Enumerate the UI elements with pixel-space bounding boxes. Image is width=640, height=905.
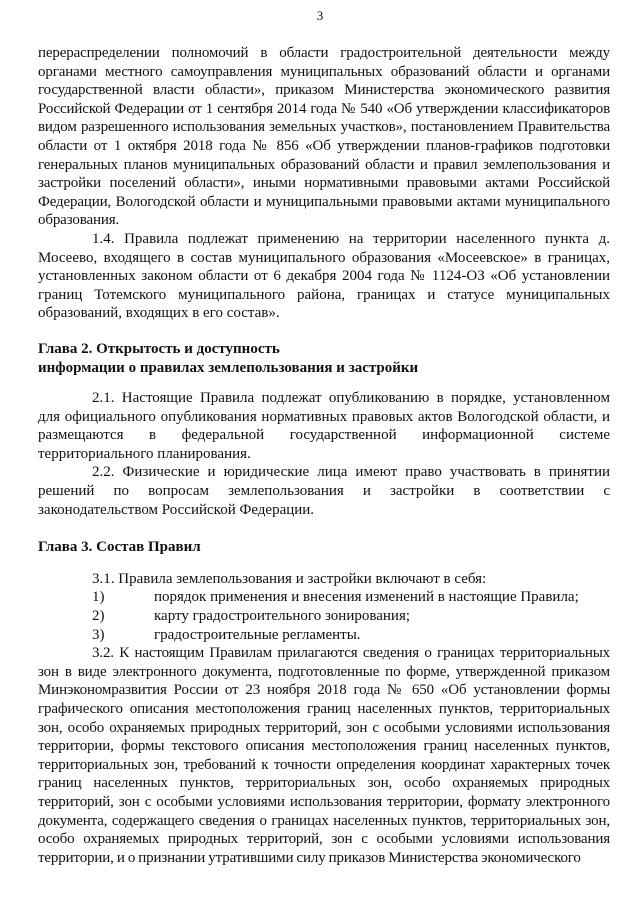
list-item-text: порядок применения и внесения изменений в настоящие Правила;	[154, 589, 579, 606]
document-body	[38, 44, 610, 867]
list-item	[38, 607, 610, 626]
chapter-2-heading	[38, 340, 610, 377]
list-item-text: карту градостроительного зонирования;	[154, 608, 411, 625]
list-item	[38, 588, 610, 607]
chapter-3-heading: Глава 3. Состав Правил	[38, 539, 201, 556]
list-item-text: градостроительные регламенты.	[154, 626, 361, 643]
paragraph-3-2: 3.2. К настоящим Правилам прилагаются сведения о границах территориальных зон в виде электронного документа, подготовленные по форме, утвержденной приказом Минэкономразвития России от 23 ноября 2018 года № 650 «Об установлении формы графического описания местоположения границ населенных пунктов, территориальных зон, особо охраняемых природных территорий, зон с особыми условиями использования территории, формы текстового описания местоположения границ населенных пунктов, территориальных зон, требований к точности определения координат характерных точек границ населенных пунктов, территориальных зон, особо охраняемых природных территорий, зон с особыми условиями использования территории, формату электронного документа, содержащего сведения о границах населенных пунктов, территориальных зон, особо охраняемых природных территорий, зон с особыми условиями использования территории, и о признании утратившими силу приказов Министерства экономического	[38, 645, 610, 866]
paragraph-3-1: 3.1. Правила землепользования и застройки включают в себя:	[92, 570, 487, 587]
paragraph-1-4: 1.4. Правила подлежат применению на территории населенного пункта д. Мосеево, входящего в состав муниципального образования «Мосеевское» в границах, установленных законом области от 6 декабря 2004 года № 1124-ОЗ «Об установлении границ Тотемского муниципального района, границах и статусе муниципальных образований, входящих в его состав».	[38, 230, 610, 322]
paragraph-continuation: перераспределении полномочий в области градостроительной деятельности между органами местного самоуправления муниципальных образований области и органами государственной власти области», приказом Министерства экономического развития Российской Федерации от 1 сентября 2014 года № 540 «Об утверждении классификаторов видом разрешенного использования земельных участков», постановлением Правительства области от 1 октября 2018 года № 856 «Об утверждении планов-графиков подготовки генеральных планов муниципальных образований области и правил землепользования и застройки поселений области», иными нормативными правовыми актами Российской Федерации, Вологодской области и муниципальными правовыми актами муниципального образования.	[38, 45, 610, 229]
list-item-number: 3)	[92, 626, 105, 643]
page-number: 3	[316, 8, 324, 23]
chapter-2-title-line2: информации о правилах землепользования и застройки	[38, 359, 419, 376]
chapter-2-title-line1: Глава 2. Открытость и доступность	[38, 340, 280, 357]
list-item-number: 1)	[92, 589, 105, 606]
list-item	[38, 626, 610, 645]
paragraph-2-1: 2.1. Настоящие Правила подлежат опубликованию в порядке, установленном для официального опубликования нормативных правовых актов Вологодской области, и размещаются в федеральной государственной информационной системе территориального планирования.	[38, 390, 610, 462]
list-item-number: 2)	[92, 608, 105, 625]
paragraph-2-2: 2.2. Физические и юридические лица имеют право участвовать в принятии решений по вопросам землепользования и застройки в соответствии с законодательством Российской Федерации.	[38, 464, 610, 518]
